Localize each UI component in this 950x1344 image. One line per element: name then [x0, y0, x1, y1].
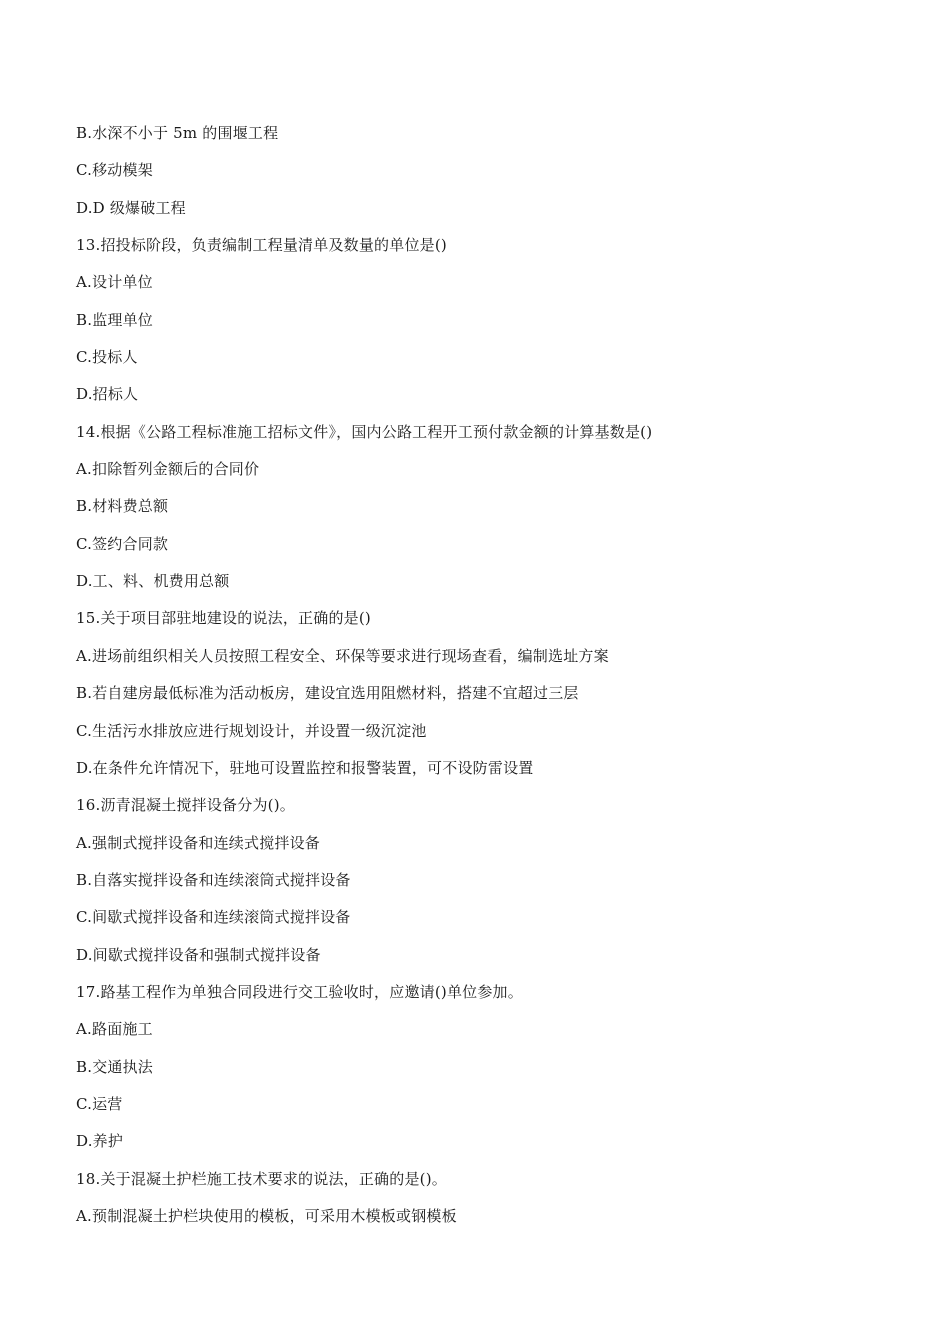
option-c-q14: C.签约合同款 [76, 534, 169, 553]
option-a-q16: A.强制式搅拌设备和连续式搅拌设备 [76, 833, 321, 852]
option-a-q15: A.进场前组织相关人员按照工程安全、环保等要求进行现场查看，编制选址方案 [76, 646, 609, 665]
option-b-q15: B.若自建房最低标准为活动板房，建设宜选用阻燃材料，搭建不宜超过三层 [76, 684, 579, 703]
option-c-q17: C.运营 [76, 1094, 123, 1113]
option-d-q15: D.在条件允许情况下，驻地可设置监控和报警装置，可不设防雷设置 [76, 758, 534, 777]
option-d-q13: D.招标人 [76, 385, 139, 404]
option-b-q14: B.材料费总额 [76, 497, 169, 516]
option-c-q12: C.移动模架 [76, 161, 153, 180]
option-c-q16: C.间歇式搅拌设备和连续滚筒式搅拌设备 [76, 908, 351, 927]
question-text-block [76, 121, 906, 1241]
option-b-q17: B.交通执法 [76, 1057, 153, 1076]
option-d-q17: D.养护 [76, 1132, 124, 1151]
option-a-q17: A.路面施工 [76, 1020, 153, 1039]
question-13: 13.招投标阶段，负责编制工程量清单及数量的单位是() [76, 236, 447, 255]
option-a-q18: A.预制混凝土护栏块使用的模板，可采用木模板或钢模板 [76, 1206, 457, 1225]
question-16: 16.沥青混凝土搅拌设备分为()。 [76, 796, 295, 815]
option-a-q13: A.设计单位 [76, 273, 153, 292]
option-b-q13: B.监理单位 [76, 310, 153, 329]
option-b-q16: B.自落实搅拌设备和连续滚筒式搅拌设备 [76, 870, 351, 889]
option-d-q12: D.D 级爆破工程 [76, 198, 186, 217]
option-b-q12: B.水深不小于 5m 的围堰工程 [76, 124, 279, 142]
question-15: 15.关于项目部驻地建设的说法，正确的是() [76, 609, 371, 628]
option-d-q16: D.间歇式搅拌设备和强制式搅拌设备 [76, 945, 321, 964]
option-a-q14: A.扣除暂列金额后的合同价 [76, 460, 260, 479]
option-c-q13: C.投标人 [76, 348, 138, 367]
question-17: 17.路基工程作为单独合同段进行交工验收时，应邀请()单位参加。 [76, 982, 523, 1001]
option-d-q14: D.工、料、机费用总额 [76, 572, 230, 591]
question-18: 18.关于混凝土护栏施工技术要求的说法，正确的是()。 [76, 1169, 447, 1188]
question-14: 14.根据《公路工程标准施工招标文件》，国内公路工程开工预付款金额的计算基数是() [76, 422, 653, 441]
option-c-q15: C.生活污水排放应进行规划设计，并设置一级沉淀池 [76, 721, 427, 740]
